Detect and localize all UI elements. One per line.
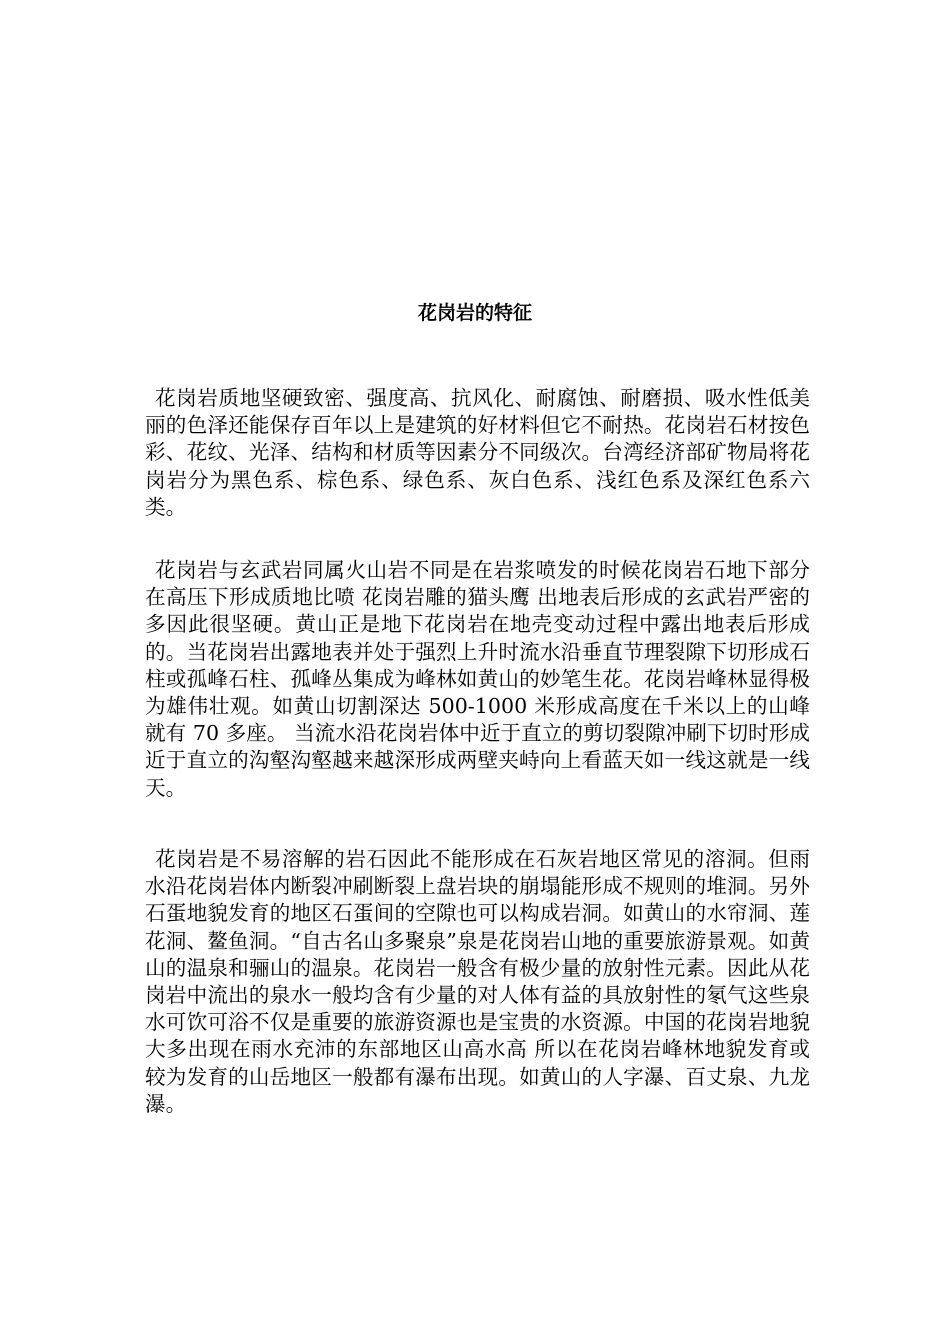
paragraph-3: 花岗岩是不易溶解的岩石因此不能形成在石灰岩地区常见的溶洞。但雨水沿花岗岩体内断裂冲刷断裂上盘岩块的崩塌能形成不规则的堆洞。另外石蛋地貌发育的地区石蛋间的空隙也可以构成岩洞。如黄山的水帘洞、莲花洞、鳌鱼洞。“自古名山多聚泉”泉是花岗岩山地的重要旅游景观。如黄山的温泉和骊山的温泉。花岗岩一般含有极少量的放射性元素。因此从花岗岩中流出的泉水一般均含有少量的对人体有益的具放射性的氡气这些泉水可饮可浴不仅是重要的旅游资源也是宝贵的水资源。中国的花岗岩地貌大多出现在雨水充沛的东部地区山高水高 所以在花岗岩峰林地貌发育或较为发育的山岳地区一般都有瀑布出现。如黄山的人字瀑、百丈泉、九龙瀑。	[145, 847, 810, 1116]
paragraph-2: 花岗岩与玄武岩同属火山岩不同是在岩浆喷发的时候花岗岩石地下部分在高压下形成质地比喷 花岗岩雕的猫头鹰 出地表后形成的玄武岩严密的多因此很坚硬。黄山正是地下花岗岩在地壳变动过程中露出地表后形成的。当花岗岩出露地表并处于强烈上升时流水沿垂直节理裂隙下切形成石柱或孤峰石柱、孤峰丛集成为峰林如黄山的妙笔生花。花岗岩峰林显得极为雄伟壮观。如黄山切割深达 500-1000 米形成高度在千米以上的山峰就有 70 多座。 当流水沿花岗岩体中近于直立的剪切裂隙冲刷下切时形成近于直立的沟壑沟壑越来越深形成两壁夹峙向上看蓝天如一线这就是一线天。	[145, 558, 810, 800]
paragraph-1: 花岗岩质地坚硬致密、强度高、抗风化、耐腐蚀、耐磨损、吸水性低美丽的色泽还能保存百年以上是建筑的好材料但它不耐热。花岗岩石材按色彩、花纹、光泽、结构和材质等因素分不同级次。台湾经济部矿物局将花岗岩分为黑色系、棕色系、绿色系、灰白色系、浅红色系及深红色系六类。	[145, 386, 810, 519]
page-title: 花岗岩的特征	[417, 302, 532, 324]
